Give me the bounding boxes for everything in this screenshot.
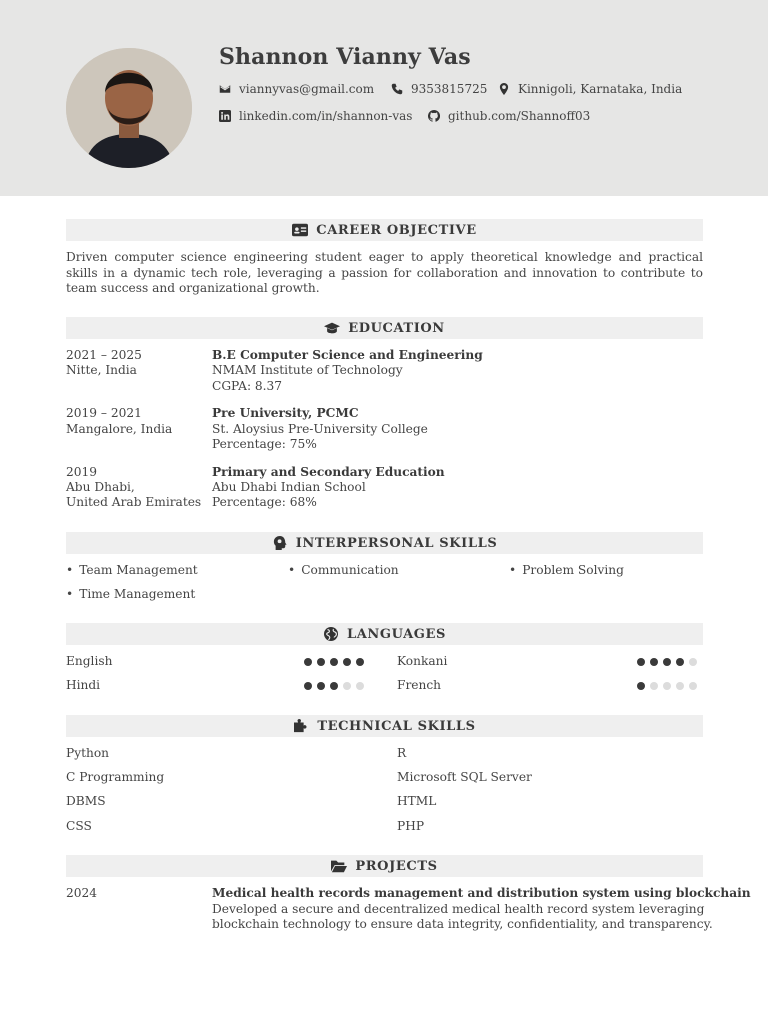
project-description-line2: blockchain technology to ensure data integrity, confidentiality, and transparency.	[212, 917, 713, 931]
project-description: Developed a secure and decentralized medical health record system leveraging	[212, 902, 705, 916]
education-degree: B.E Computer Science and Engineering	[212, 348, 483, 362]
technical-skill: Microsoft SQL Server	[397, 770, 532, 784]
language-name: English	[66, 654, 113, 668]
education-degree: Primary and Secondary Education	[212, 465, 445, 479]
level-dot	[650, 682, 658, 690]
technical-skill: Python	[66, 746, 110, 760]
section-title: CAREER OBJECTIVE	[316, 222, 477, 238]
technical-skill: PHP	[397, 819, 425, 833]
linkedin-icon	[219, 110, 231, 122]
education-school: St. Aloysius Pre-University College	[212, 422, 428, 436]
language-level-dots	[637, 658, 697, 666]
level-dot	[343, 658, 351, 666]
github-icon	[428, 110, 440, 122]
technical-skill: C Programming	[66, 770, 165, 784]
language-name: Hindi	[66, 678, 101, 692]
folder-open-icon	[331, 859, 347, 873]
level-dot	[317, 682, 325, 690]
email-text: viannyvas@gmail.com	[239, 82, 375, 96]
phone-contact[interactable]	[391, 82, 487, 96]
graduation-cap-icon	[324, 321, 340, 335]
education-place: Mangalore, India	[66, 422, 173, 436]
education-score: Percentage: 75%	[212, 437, 317, 451]
level-dot	[663, 682, 671, 690]
skill-label: Time Management	[79, 587, 196, 601]
level-dot	[330, 658, 338, 666]
skill-item	[66, 563, 198, 577]
id-card-icon	[292, 223, 308, 237]
education-years: 2019	[66, 465, 98, 479]
project-title: Medical health records management and distribution system using blockchain	[212, 886, 751, 900]
github-contact[interactable]	[428, 109, 590, 123]
education-years: 2021 – 2025	[66, 348, 142, 362]
linkedin-contact[interactable]	[219, 109, 412, 123]
phone-icon	[391, 83, 403, 95]
github-text: github.com/Shannoff03	[448, 109, 591, 123]
map-pin-icon	[498, 83, 510, 95]
education-years: 2019 – 2021	[66, 406, 142, 420]
linkedin-text: linkedin.com/in/shannon-vas	[239, 109, 413, 123]
level-dot	[317, 658, 325, 666]
skill-item	[66, 587, 195, 601]
education-place: Nitte, India	[66, 363, 137, 377]
level-dot	[356, 658, 364, 666]
language-level-dots	[304, 682, 364, 690]
candidate-name: Shannon Vianny Vas	[219, 44, 471, 70]
section-education	[66, 317, 703, 339]
technical-skill: DBMS	[66, 794, 106, 808]
section-title: EDUCATION	[348, 320, 445, 336]
skill-item	[288, 563, 399, 577]
level-dot	[689, 682, 697, 690]
level-dot	[304, 682, 312, 690]
skill-label: Problem Solving	[522, 563, 624, 577]
technical-skill: CSS	[66, 819, 92, 833]
level-dot	[663, 658, 671, 666]
section-career-objective	[66, 219, 703, 241]
envelope-icon	[219, 83, 231, 95]
level-dot	[304, 658, 312, 666]
language-level-dots	[637, 682, 697, 690]
level-dot	[637, 682, 645, 690]
skill-label: Communication	[301, 563, 399, 577]
level-dot	[650, 658, 658, 666]
section-languages	[66, 623, 703, 645]
location-text: Kinnigoli, Karnataka, India	[518, 82, 683, 96]
language-name: French	[397, 678, 442, 692]
language-name: Konkani	[397, 654, 448, 668]
section-projects	[66, 855, 703, 877]
section-title: PROJECTS	[355, 858, 438, 874]
level-dot	[356, 682, 364, 690]
language-level-dots	[304, 658, 364, 666]
email-contact[interactable]	[219, 82, 374, 96]
education-place-line2: United Arab Emirates	[66, 495, 202, 509]
profile-photo	[66, 48, 192, 168]
level-dot	[637, 658, 645, 666]
education-degree: Pre University, PCMC	[212, 406, 359, 420]
level-dot	[343, 682, 351, 690]
education-score: CGPA: 8.37	[212, 379, 283, 393]
education-school: NMAM Institute of Technology	[212, 363, 403, 377]
level-dot	[689, 658, 697, 666]
education-school: Abu Dhabi Indian School	[212, 480, 366, 494]
location-contact	[498, 82, 682, 96]
section-title: TECHNICAL SKILLS	[317, 718, 476, 734]
section-title: LANGUAGES	[346, 626, 447, 642]
education-place: Abu Dhabi,	[66, 480, 135, 494]
skill-item	[509, 563, 624, 577]
head-brain-icon	[272, 536, 288, 550]
level-dot	[676, 658, 684, 666]
skill-label: Team Management	[79, 563, 198, 577]
phone-text: 9353815725	[411, 82, 488, 96]
section-technical-skills	[66, 715, 703, 737]
technical-skill: R	[397, 746, 407, 760]
section-interpersonal-skills	[66, 532, 703, 554]
education-score: Percentage: 68%	[212, 495, 317, 509]
level-dot	[676, 682, 684, 690]
section-title: INTERPERSONAL SKILLS	[295, 535, 498, 551]
technical-skill: HTML	[397, 794, 437, 808]
level-dot	[330, 682, 338, 690]
project-year: 2024	[66, 886, 98, 900]
puzzle-piece-icon	[293, 719, 309, 733]
career-objective-text: Driven computer science engineering student eager to apply theoretical knowledge and practical skills in a dynamic tech role, leveraging a passion for collaboration and innovation to contribute to team success and organizational growth.	[66, 250, 703, 295]
globe-icon	[323, 627, 339, 641]
